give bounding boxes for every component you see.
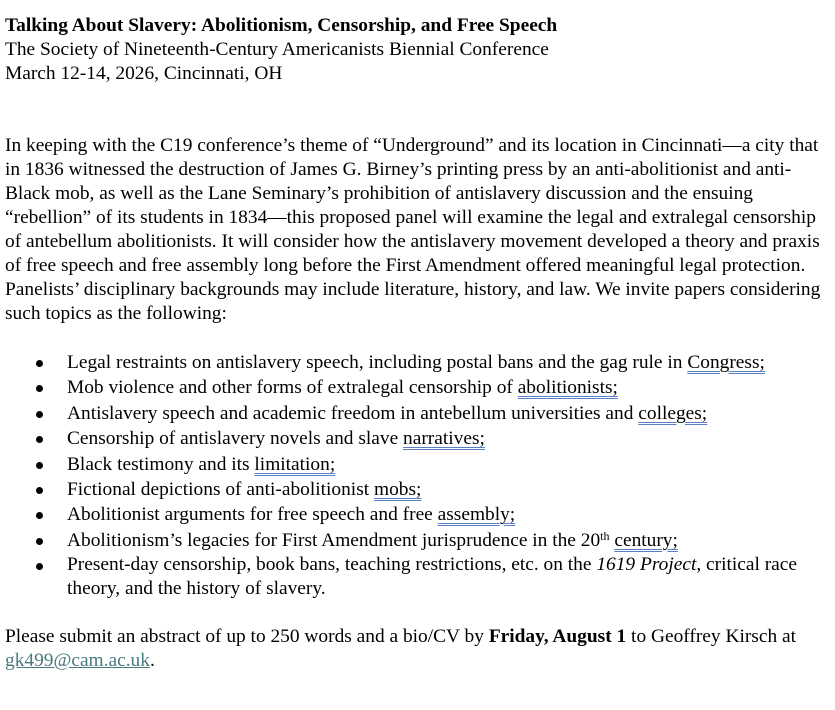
submission-instructions [5, 625, 831, 673]
spacer [5, 326, 831, 350]
topic-italic-title: 1619 Project [596, 554, 697, 576]
topic-text: Mob violence and other forms of extralegal censorship of [67, 377, 518, 399]
list-item [5, 477, 831, 502]
topic-end-word: limitation; [254, 453, 336, 475]
topic-end-word: mobs; [373, 479, 422, 501]
bullet-icon [36, 385, 43, 392]
list-item [5, 401, 831, 426]
bullet-icon [36, 462, 43, 469]
list-item [5, 553, 831, 601]
topic-text-rest: , critical race theory, and the history of slavery. [67, 554, 797, 600]
topic-text: Fictional depictions of anti-abolitionist [67, 479, 374, 501]
topic-text: Legal restraints on antislavery speech, including postal bans and the gag rule in [67, 352, 688, 373]
email-link[interactable]: gk499@cam.ac.uk [5, 650, 150, 672]
topic-end-word: narratives; [403, 428, 485, 450]
final-period: . [149, 650, 155, 672]
list-item [5, 528, 831, 553]
bullet-icon [36, 436, 43, 443]
topic-text: Abolitionism’s legacies for First Amendment jurisprudence in the 20 [67, 529, 601, 551]
topic-end-word: colleges; [638, 402, 708, 424]
list-item [5, 452, 831, 477]
panel-title: Talking About Slavery: Abolitionism, Censorship, and Free Speech [5, 15, 558, 36]
topic-text: Antislavery speech and academic freedom in antebellum universities and [67, 402, 639, 424]
bullet-icon [36, 360, 43, 367]
spacer [5, 86, 831, 134]
document-body [5, 14, 831, 673]
list-item [5, 502, 831, 527]
topic-text: Censorship of antislavery novels and slave [67, 428, 404, 450]
topic-text: Black testimony and its [67, 453, 255, 475]
ordinal-suffix: th [600, 528, 610, 543]
bullet-icon [36, 538, 43, 545]
topic-end-word: Congress; [687, 352, 765, 373]
closing-text-contact: to Geoffrey Kirsch at [626, 626, 796, 648]
list-item [5, 350, 831, 375]
conference-date-location: March 12-14, 2026, Cincinnati, OH [5, 63, 283, 84]
bullet-icon [36, 487, 43, 494]
topic-list [5, 350, 831, 601]
topic-text: Abolitionist arguments for free speech and free [67, 504, 438, 526]
topic-end-word: century; [614, 529, 678, 551]
closing-text: Please submit an abstract of up to 250 words and a bio/CV by [5, 626, 489, 648]
topic-end-word: assembly; [437, 504, 516, 526]
bullet-icon [36, 563, 43, 570]
bullet-icon [36, 512, 43, 519]
topic-end-word: abolitionists; [517, 377, 618, 399]
topic-text: Present-day censorship, book bans, teaching restrictions, etc. on the [67, 554, 597, 576]
conference-name: The Society of Nineteenth-Century Americanists Biennial Conference [5, 39, 549, 60]
spacer [5, 601, 831, 625]
deadline: Friday, August 1 [488, 626, 627, 648]
list-item [5, 426, 831, 451]
intro-paragraph: In keeping with the C19 conference’s theme of “Underground” and its location in Cincinnati—a city that in 1836 witnessed the destruction of James G. Birney’s printing press by an anti-abolitionist and anti-Black mob, as well as the Lane Seminary’s prohibition of antislavery discussion and the ensuing “rebellion” of its students in 1834—this proposed panel will examine the legal and extralegal censorship of antebellum abolitionists. It will consider how the antislavery movement developed a theory and praxis of free speech and free assembly long before the First Amendment offered meaningful legal protection. Panelists’ disciplinary backgrounds may include literature, history, and law. We invite papers considering such topics as the following: [5, 135, 821, 324]
bullet-icon [36, 411, 43, 418]
list-item [5, 375, 831, 400]
